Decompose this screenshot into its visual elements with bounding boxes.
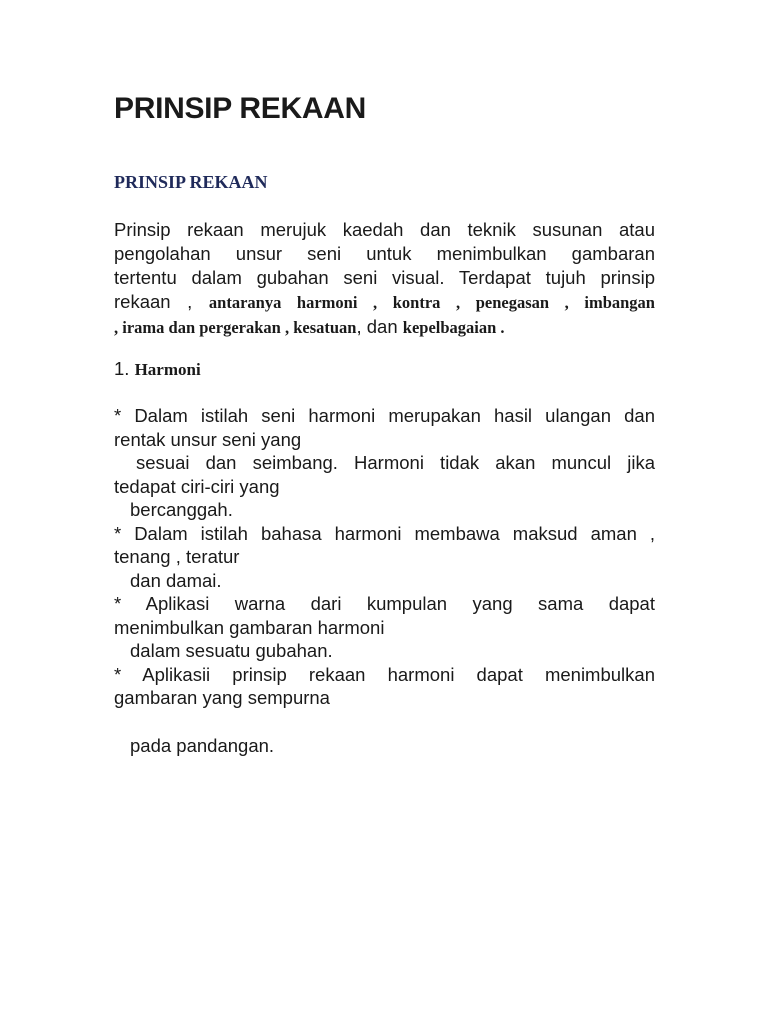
bullet-line: pada pandangan. (130, 735, 275, 756)
bullet-line: dan damai. (130, 569, 222, 591)
bullet-line: rentak unsur seni yang (114, 428, 302, 450)
page-title: PRINSIP REKAAN (114, 92, 366, 125)
bullet-line: sesuai dan seimbang. Harmoni tidak akan muncul jika (136, 452, 655, 473)
principles-list: antaranya harmoni , kontra , penegasan , imbangan (208, 293, 655, 312)
bullet-line: dalam sesuatu gubahan. (130, 640, 333, 661)
bullet-line: gambaran yang sempurna (114, 687, 330, 708)
bullet-line: * Aplikasi warna dari kumpulan yang sama dapat (114, 593, 655, 614)
intro-line: tertentu dalam gubahan seni visual. Terdapat tujuh prinsip (114, 267, 655, 288)
principles-list: , irama dan pergerakan , kesatuan (114, 318, 357, 337)
intro-text: , dan (356, 316, 403, 337)
intro-text: rekaan , (114, 291, 209, 312)
bullet-line: tenang , teratur (114, 546, 240, 567)
bullet-line: menimbulkan gambaran harmoni (114, 616, 385, 638)
intro-line: pengolahan unsur seni untuk menimbulkan gambaran (114, 243, 655, 264)
bullet-line: * Dalam istilah bahasa harmoni membawa maksud aman , (114, 522, 655, 544)
principles-list: kepelbagaian . (402, 318, 505, 337)
bullet-line: bercanggah. (130, 499, 233, 520)
intro-line: Prinsip rekaan merujuk kaedah dan teknik susunan atau (114, 219, 655, 240)
intro-paragraph (114, 218, 655, 340)
section-subtitle: PRINSIP REKAAN (114, 172, 268, 192)
section-title: Harmoni (134, 360, 201, 379)
section-number: 1. (114, 358, 130, 379)
bullet-line: * Aplikasii prinsip rekaan harmoni dapat menimbulkan (114, 663, 655, 685)
intro-line (114, 315, 655, 340)
bullet-line: tedapat ciri-ciri yang (114, 475, 280, 497)
section-heading (114, 358, 201, 380)
bullet-line: * Dalam istilah seni harmoni merupakan hasil ulangan dan (114, 405, 655, 426)
intro-line (114, 290, 655, 315)
harmoni-bullets (114, 404, 655, 710)
